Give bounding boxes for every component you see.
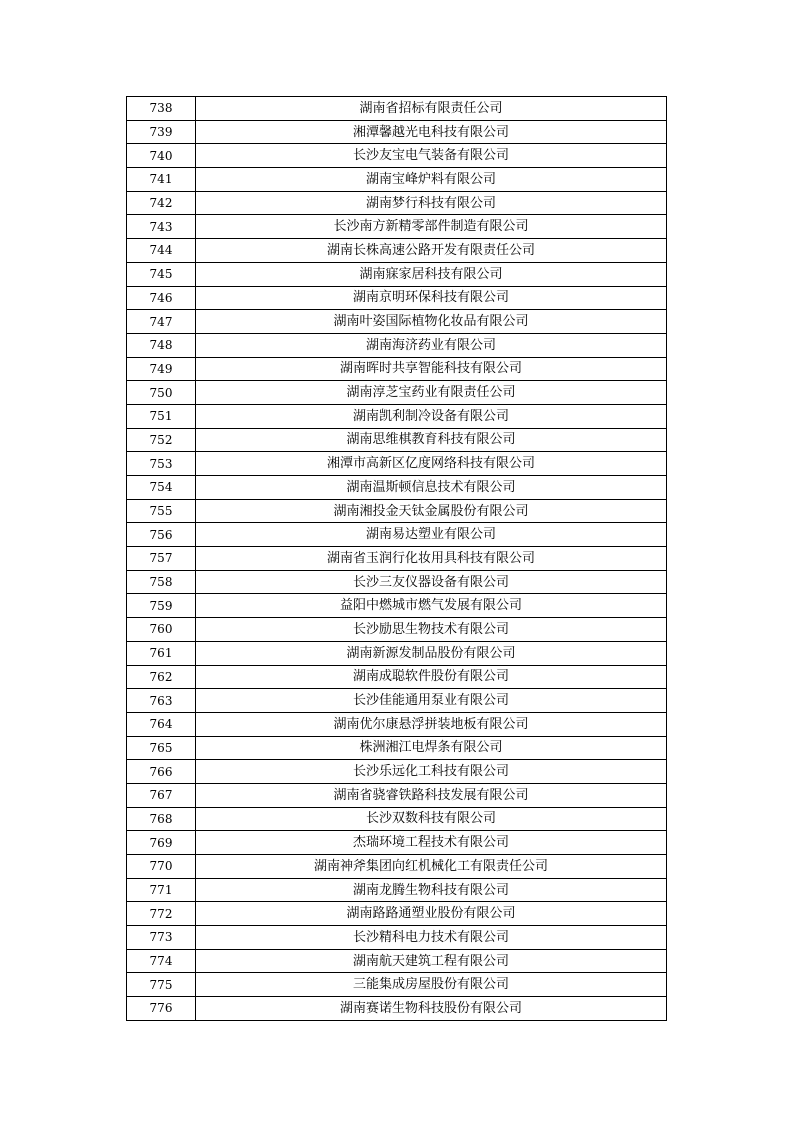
table-row — [127, 215, 667, 239]
row-number-cell: 761 — [127, 641, 196, 665]
company-name-cell: 湖南路路通塑业股份有限公司 — [196, 902, 667, 926]
row-number-cell: 738 — [127, 97, 196, 121]
company-name-cell: 湖南叶姿国际植物化妆品有限公司 — [196, 310, 667, 334]
table-row — [127, 665, 667, 689]
company-name-cell: 湖南新源发制品股份有限公司 — [196, 641, 667, 665]
table-row — [127, 783, 667, 807]
company-name-cell: 湖南凯利制冷设备有限公司 — [196, 404, 667, 428]
company-name-cell: 湖南航天建筑工程有限公司 — [196, 949, 667, 973]
row-number-cell: 756 — [127, 523, 196, 547]
table-row — [127, 499, 667, 523]
table-row — [127, 404, 667, 428]
company-name-cell: 株洲湘江电焊条有限公司 — [196, 736, 667, 760]
table-row — [127, 357, 667, 381]
table-row — [127, 333, 667, 357]
table-row — [127, 878, 667, 902]
company-name-cell: 湖南省骁睿铁路科技发展有限公司 — [196, 783, 667, 807]
table-row — [127, 310, 667, 334]
company-name-cell: 湘潭馨越光电科技有限公司 — [196, 120, 667, 144]
row-number-cell: 773 — [127, 926, 196, 950]
table-row — [127, 523, 667, 547]
company-name-cell: 湖南淳芝宝药业有限责任公司 — [196, 381, 667, 405]
row-number-cell: 743 — [127, 215, 196, 239]
table-row — [127, 452, 667, 476]
company-name-cell: 长沙佳能通用泵业有限公司 — [196, 689, 667, 713]
company-name-cell: 湖南海济药业有限公司 — [196, 333, 667, 357]
table-row — [127, 973, 667, 997]
row-number-cell: 758 — [127, 570, 196, 594]
table-row — [127, 949, 667, 973]
table-row — [127, 168, 667, 192]
company-name-cell: 湘潭市高新区亿度网络科技有限公司 — [196, 452, 667, 476]
company-name-cell: 湖南长株高速公路开发有限责任公司 — [196, 239, 667, 263]
row-number-cell: 744 — [127, 239, 196, 263]
company-list-body — [127, 97, 667, 1021]
company-name-cell: 湖南省招标有限责任公司 — [196, 97, 667, 121]
row-number-cell: 746 — [127, 286, 196, 310]
company-name-cell: 长沙双数科技有限公司 — [196, 807, 667, 831]
company-name-cell: 湖南寐家居科技有限公司 — [196, 262, 667, 286]
company-name-cell: 湖南神斧集团向红机械化工有限责任公司 — [196, 855, 667, 879]
table-row — [127, 286, 667, 310]
table-row — [127, 594, 667, 618]
company-name-cell: 湖南晖时共享智能科技有限公司 — [196, 357, 667, 381]
row-number-cell: 751 — [127, 404, 196, 428]
company-name-cell: 湖南省玉润行化妆用具科技有限公司 — [196, 547, 667, 571]
table-row — [127, 262, 667, 286]
row-number-cell: 775 — [127, 973, 196, 997]
company-name-cell: 长沙南方新精零部件制造有限公司 — [196, 215, 667, 239]
table-row — [127, 760, 667, 784]
table-row — [127, 807, 667, 831]
row-number-cell: 759 — [127, 594, 196, 618]
row-number-cell: 739 — [127, 120, 196, 144]
row-number-cell: 764 — [127, 712, 196, 736]
row-number-cell: 757 — [127, 547, 196, 571]
row-number-cell: 766 — [127, 760, 196, 784]
table-row — [127, 547, 667, 571]
company-name-cell: 湖南京明环保科技有限公司 — [196, 286, 667, 310]
table-row — [127, 476, 667, 500]
row-number-cell: 765 — [127, 736, 196, 760]
company-name-cell: 长沙乐远化工科技有限公司 — [196, 760, 667, 784]
row-number-cell: 749 — [127, 357, 196, 381]
row-number-cell: 742 — [127, 191, 196, 215]
row-number-cell: 745 — [127, 262, 196, 286]
table-row — [127, 855, 667, 879]
row-number-cell: 740 — [127, 144, 196, 168]
table-row — [127, 831, 667, 855]
row-number-cell: 769 — [127, 831, 196, 855]
table-row — [127, 926, 667, 950]
row-number-cell: 776 — [127, 997, 196, 1021]
company-name-cell: 三能集成房屋股份有限公司 — [196, 973, 667, 997]
row-number-cell: 747 — [127, 310, 196, 334]
row-number-cell: 748 — [127, 333, 196, 357]
row-number-cell: 768 — [127, 807, 196, 831]
company-name-cell: 长沙精科电力技术有限公司 — [196, 926, 667, 950]
table-row — [127, 428, 667, 452]
row-number-cell: 772 — [127, 902, 196, 926]
table-row — [127, 618, 667, 642]
company-name-cell: 湖南成聪软件股份有限公司 — [196, 665, 667, 689]
table-row — [127, 736, 667, 760]
table-row — [127, 902, 667, 926]
table-row — [127, 191, 667, 215]
company-name-cell: 湖南赛诺生物科技股份有限公司 — [196, 997, 667, 1021]
row-number-cell: 774 — [127, 949, 196, 973]
row-number-cell: 750 — [127, 381, 196, 405]
row-number-cell: 752 — [127, 428, 196, 452]
table-row — [127, 239, 667, 263]
row-number-cell: 741 — [127, 168, 196, 192]
table-row — [127, 570, 667, 594]
table-row — [127, 997, 667, 1021]
table-row — [127, 120, 667, 144]
company-name-cell: 长沙三友仪器设备有限公司 — [196, 570, 667, 594]
row-number-cell: 755 — [127, 499, 196, 523]
row-number-cell: 753 — [127, 452, 196, 476]
row-number-cell: 762 — [127, 665, 196, 689]
company-name-cell: 湖南易达塑业有限公司 — [196, 523, 667, 547]
row-number-cell: 771 — [127, 878, 196, 902]
company-name-cell: 湖南思维棋教育科技有限公司 — [196, 428, 667, 452]
company-name-cell: 湖南宝峰炉料有限公司 — [196, 168, 667, 192]
table-row — [127, 641, 667, 665]
company-name-cell: 湖南优尔康悬浮拼装地板有限公司 — [196, 712, 667, 736]
company-name-cell: 长沙友宝电气装备有限公司 — [196, 144, 667, 168]
row-number-cell: 767 — [127, 783, 196, 807]
company-name-cell: 湖南龙腾生物科技有限公司 — [196, 878, 667, 902]
company-name-cell: 益阳中燃城市燃气发展有限公司 — [196, 594, 667, 618]
table-row — [127, 712, 667, 736]
company-name-cell: 湖南梦行科技有限公司 — [196, 191, 667, 215]
company-name-cell: 湖南湘投金天钛金属股份有限公司 — [196, 499, 667, 523]
row-number-cell: 770 — [127, 855, 196, 879]
table-row — [127, 97, 667, 121]
table-row — [127, 381, 667, 405]
row-number-cell: 754 — [127, 476, 196, 500]
company-list-table — [126, 96, 667, 1021]
table-row — [127, 689, 667, 713]
company-name-cell: 湖南温斯顿信息技术有限公司 — [196, 476, 667, 500]
company-name-cell: 长沙励思生物技术有限公司 — [196, 618, 667, 642]
row-number-cell: 760 — [127, 618, 196, 642]
row-number-cell: 763 — [127, 689, 196, 713]
table-row — [127, 144, 667, 168]
company-name-cell: 杰瑞环境工程技术有限公司 — [196, 831, 667, 855]
